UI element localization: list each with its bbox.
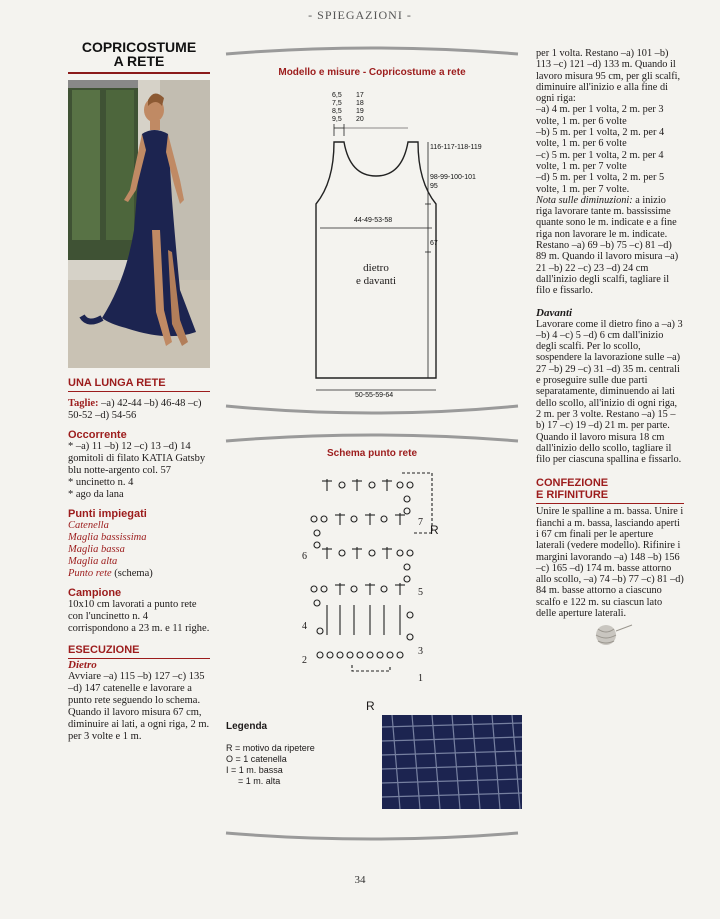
measure-label: 8,5	[332, 108, 342, 115]
top-measure-left	[332, 92, 342, 124]
heading-occorrente: Occorrente	[68, 429, 127, 441]
mid-divider-swoosh	[222, 398, 522, 422]
garment-diagram	[222, 78, 522, 398]
punto-rete-label: Punto rete	[68, 568, 112, 579]
repeat-label-bottom: R	[366, 699, 375, 713]
row-label-1: 1	[418, 673, 423, 684]
measure-label: 19	[356, 108, 364, 115]
right-column	[536, 48, 684, 652]
mid-divider-swoosh-2	[222, 427, 522, 443]
left-column	[68, 40, 210, 743]
article-title	[68, 40, 210, 68]
punto-rete-suffix: (schema)	[111, 568, 153, 579]
top-measure-right	[356, 92, 364, 124]
measure-lower-length: 67	[430, 240, 438, 247]
punto-item: Maglia bassa	[68, 544, 125, 555]
chart-row-6	[311, 513, 405, 548]
title-line-1: COPRICOSTUME	[81, 39, 197, 55]
schema-title: Schema punto rete	[326, 448, 418, 459]
punti-list	[68, 520, 210, 580]
measure-width-top: 44-49-53-58	[354, 217, 393, 224]
legend-item: R = motivo da ripetere	[226, 743, 315, 753]
heading-una-lunga-rete: UNA LUNGA RETE	[68, 377, 210, 392]
stitch-chart	[222, 459, 522, 719]
model-diagram-title: Modello e misure - Copricostume a rete	[278, 67, 466, 78]
stitch-swatch	[382, 715, 522, 809]
legend-list	[226, 743, 315, 787]
repeat-label-right: R	[430, 523, 439, 537]
heading-confezione	[536, 477, 684, 504]
row-label-3: 3	[418, 646, 423, 657]
legend-area	[222, 719, 522, 829]
decrease-size-b: –b) 5 m. per 1 volta, 2 m. per 4 volte, 1 m. per 6 volte	[536, 127, 665, 150]
note-label: Nota sulle diminuzioni:	[536, 194, 633, 206]
row-label-7: 7	[418, 517, 423, 528]
decrease-size-c: –c) 5 m. per 1 volta, 2 m. per 4 volte, 1 m. per 7 volte	[536, 149, 664, 172]
subheading-davanti: Davanti	[536, 306, 573, 319]
note-text: a inizio riga lavorare tante m. bassissime quante sono le m. indicate e a fine riga non lavorare le m. indicate.	[536, 194, 677, 240]
decrease-intro: per 1 volta. Restano –a) 101 –b) 113 –c) 121 –d) 133 m. Quando il lavoro misura 95 cm, per gli scalfi, diminuire all'inizio e alla fine di ogni riga:	[536, 48, 681, 105]
measure-label: 17	[356, 92, 364, 99]
confezione-line-1: CONFEZIONE	[536, 477, 609, 490]
legend-item: I = 1 m. bassa	[226, 765, 283, 775]
measure-label: 6,5	[332, 92, 342, 99]
section-header: - SPIEGAZIONI -	[308, 8, 412, 22]
dietro-text-2: Quando il lavoro misura 67 cm, diminuire ai lati, a ogni riga, 2 m. per 3 volte e 1 m.	[68, 707, 210, 742]
heading-esecuzione: ESECUZIONE	[68, 644, 210, 659]
measure-total-length: 116-117-118-119	[430, 144, 482, 151]
model-photo-image	[68, 80, 210, 368]
garment-label	[342, 262, 410, 288]
title-line-2: A RETE	[113, 53, 165, 69]
taglie-paragraph	[68, 398, 210, 422]
dietro-text: Avviare –a) 115 –b) 127 –c) 135 –d) 147 catenelle e lavorare a punto rete seguendo lo schema.	[68, 671, 205, 706]
legend-item: = 1 m. alta	[238, 776, 281, 786]
legend-title: Legenda	[226, 721, 268, 732]
chart-row-4	[311, 583, 405, 606]
yarn-ball-icon	[536, 621, 684, 647]
top-divider-swoosh	[222, 40, 522, 62]
page-number: 34	[354, 874, 366, 886]
chart-row-7	[322, 479, 413, 514]
garment-outline	[222, 78, 522, 398]
punto-rete-item	[68, 568, 210, 580]
punto-item: Maglia alta	[68, 556, 118, 567]
punto-item: Maglia bassissima	[68, 532, 147, 543]
row-label-4: 4	[302, 621, 307, 632]
stitch-chart-grid	[222, 459, 522, 719]
garment-label-line1: dietro	[363, 262, 389, 274]
measure-width-bottom: 50-55-59-64	[355, 392, 394, 399]
heading-punti-impiegati: Punti impiegati	[68, 508, 147, 520]
chart-row-3-2	[317, 605, 413, 640]
row-label-2: 2	[302, 655, 307, 666]
measure-label: 20	[356, 116, 364, 123]
occorrente-item: * –a) 11 –b) 12 –c) 13 –d) 14 gomitoli di filato KATIA Gatsby blu notte-argento col. 57	[68, 441, 206, 476]
occorrente-list	[68, 441, 210, 501]
decrease-size-d: –d) 5 m. per 1 volta, 2 m. per 5 volte, 1 m. per 7 volte.	[536, 172, 665, 195]
subheading-dietro: Dietro	[68, 659, 97, 671]
measure-label: 18	[356, 100, 364, 107]
heading-campione: Campione	[68, 587, 122, 599]
chart-row-1	[317, 652, 403, 658]
bottom-divider-swoosh	[222, 829, 522, 845]
taglie-text: –a) 42-44 –b) 46-48 –c) 50-52 –d) 54-56	[68, 398, 202, 421]
taglie-label: Taglie:	[68, 398, 99, 409]
measure-mid-length: 98-99-100-101	[430, 174, 476, 181]
decrease-size-a: –a) 4 m. per 1 volta, 2 m. per 3 volte, 1 m. per 6 volte	[536, 104, 664, 127]
row-label-6: 6	[302, 551, 307, 562]
confezione-text: Unire le spalline a m. bassa. Unire i fianchi a m. bassa, lasciando aperti i 67 cm finali per le aperture laterali (vedere modello). Rifinire i margini lavorando –a) 148 –b) 156 –c) 165 –d) 174 m. basse attorno allo scollo, –a) 74 –b) 77 –c) 81 –d) 84 m. basse attorno a ciascuno scalfo e 122 m. su ciascun lato delle aperture laterali.	[536, 506, 684, 620]
decrease-note	[536, 195, 684, 240]
davanti-text: Lavorare come il dietro fino a –a) 3 –b) 4 –c) 5 –d) 6 cm dall'inizio degli scalfi. Per lo scollo, sospendere la lavorazione sulle –a) 27 –b) 29 –c) 31 –d) 35 m. centrali e proseguire sulle due parti separatamente, diminuendo ai lati dello scollo, all'inizio di ogni riga, 2 m. per 3 volte. Restano –a) 15 –b) 17 –c) 19 –d) 21 m. per parte. Quando il lavoro misura 18 cm dall'inizio dello scollo, tagliare il filo per ciascuna spallina e fissarlo.	[536, 318, 683, 466]
measure-label: 9,5	[332, 116, 342, 123]
garment-label-line2: e davanti	[355, 275, 396, 287]
center-column	[222, 40, 522, 850]
chart-row-5	[322, 547, 413, 582]
campione-text: 10x10 cm lavorati a punto rete con l'uncinetto n. 4 corrispondono a 23 m. e 11 righe.	[68, 599, 210, 634]
legend-item: O = 1 catenella	[226, 754, 287, 764]
punto-item: Catenella	[68, 520, 109, 531]
row-label-5: 5	[418, 587, 423, 598]
confezione-line-2: E RIFINITURE	[536, 489, 609, 502]
title-divider	[68, 72, 210, 74]
occorrente-item: * ago da lana	[68, 489, 124, 500]
remaining-stitches: Restano –a) 69 –b) 75 –c) 81 –d) 89 m. Quando il lavoro misura –a) 21 –b) 22 –c) 23 –d) 24 cm dall'inizio degli scalfi, tagliare il filo e fissarlo.	[536, 240, 679, 297]
occorrente-item: * uncinetto n. 4	[68, 477, 134, 488]
measure-label: 7,5	[332, 100, 342, 107]
measure-mid-length-2: 95	[430, 183, 438, 190]
model-photo	[68, 80, 210, 368]
